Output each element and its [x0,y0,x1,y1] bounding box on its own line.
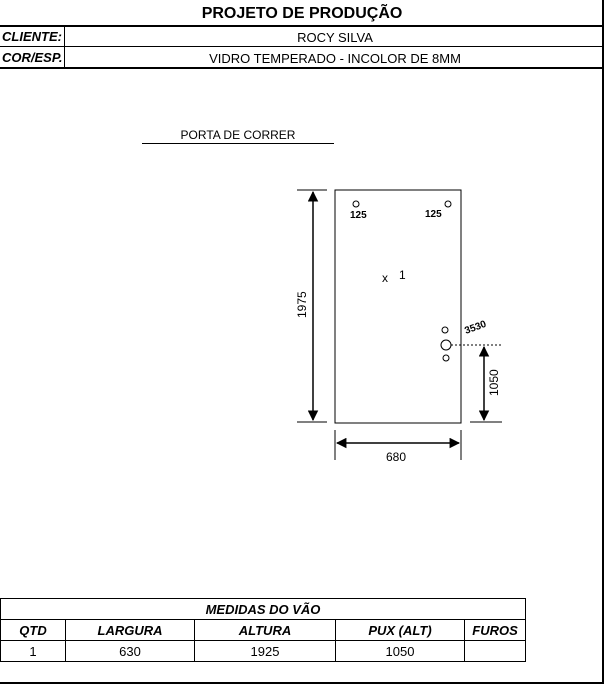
width-dimension-label: 680 [386,450,407,464]
height-dimension-label: 1975 [295,291,309,318]
cor-label: COR/ESP. [2,50,63,65]
page-title: PROJETO DE PRODUÇÃO [201,5,403,22]
cell-largura: 630 [66,641,195,662]
piece-number: 1 [399,268,406,282]
cell-pux: 1050 [336,641,465,662]
cell-qtd: 1 [1,641,66,662]
cell-altura: 1925 [195,641,336,662]
col-largura: LARGURA [66,620,195,641]
hole-right-label: 125 [425,209,442,220]
table-row [1,641,526,662]
glass-panel [335,190,461,423]
top-right-hole [445,201,451,207]
col-qtd: QTD [1,620,66,641]
col-furos: FUROS [465,620,526,641]
cliente-label: CLIENTE: [2,29,62,44]
top-left-hole [353,201,359,207]
cell-furos [465,641,526,662]
handle-spacing-dim: 3530 [463,318,488,337]
medidas-header-row [1,620,526,641]
handle-hole-main [441,340,451,350]
col-altura: ALTURA [195,620,336,641]
handle-hole-lower [443,355,449,361]
medidas-title: MEDIDAS DO VÃO [1,599,526,620]
center-mark: x [382,271,388,285]
drawing-title: PORTA DE CORRER [142,128,334,144]
cliente-value: ROCY SILVA [297,30,373,45]
cor-value: VIDRO TEMPERADO - INCOLOR DE 8MM [209,51,461,66]
col-pux: PUX (ALT) [336,620,465,641]
medidas-table [0,598,526,662]
handle-height-label: 1050 [487,369,501,396]
handle-hole-upper [442,327,448,333]
hole-left-label: 125 [350,210,367,221]
